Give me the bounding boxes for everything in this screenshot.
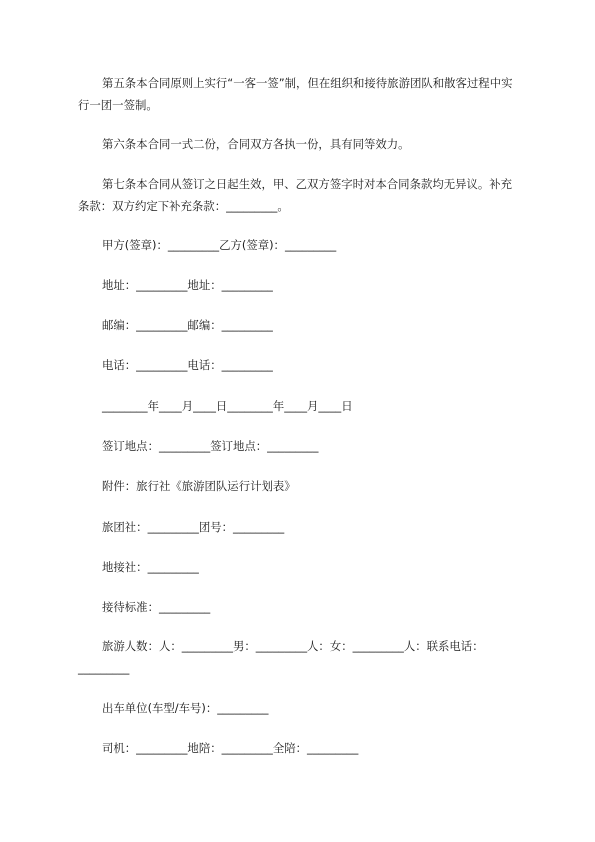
signing-place-line: 签订地点：_________签订地点：_________	[102, 439, 319, 453]
party-signature-line: 甲方(签章)：_________乙方(签章)：_________	[102, 238, 337, 252]
attachment-line: 附件：旅行社《旅游团队运行计划表》	[102, 479, 296, 493]
postcode-line: 邮编：_________邮编：_________	[102, 318, 273, 332]
travel-agency-line: 旅团社：_________团号：_________	[102, 520, 285, 534]
date-line: ________年____月____日________年____月____日	[102, 399, 353, 413]
clause-5-paragraph: 第五条本合同原则上实行“一客一签”制，但在组织和接待旅游团队和散客过程中实行一团一签制。	[78, 76, 513, 112]
clause-6-paragraph: 第六条本合同一式二份，合同双方各执一份，具有同等效力。	[102, 137, 410, 151]
clause-7-paragraph: 第七条本合同从签订之日起生效，甲、乙双方签字时对本合同条款均无异议。补充条款：双方约定下补充条款：_________。	[78, 177, 513, 213]
vehicle-unit-line: 出车单位(车型/车号)：_________	[102, 701, 269, 715]
local-agency-line: 地接社：_________	[102, 560, 199, 574]
address-line: 地址：_________地址：_________	[102, 278, 273, 292]
phone-line: 电话：_________电话：_________	[102, 358, 273, 372]
reception-standard-line: 接待标准：_________	[102, 600, 211, 614]
driver-guide-line: 司机：_________地陪：_________全陪：_________	[102, 741, 359, 755]
tourist-count-line: 旅游人数：人：_________男：_________人：女：_________人：联系电话：_________	[78, 639, 484, 675]
